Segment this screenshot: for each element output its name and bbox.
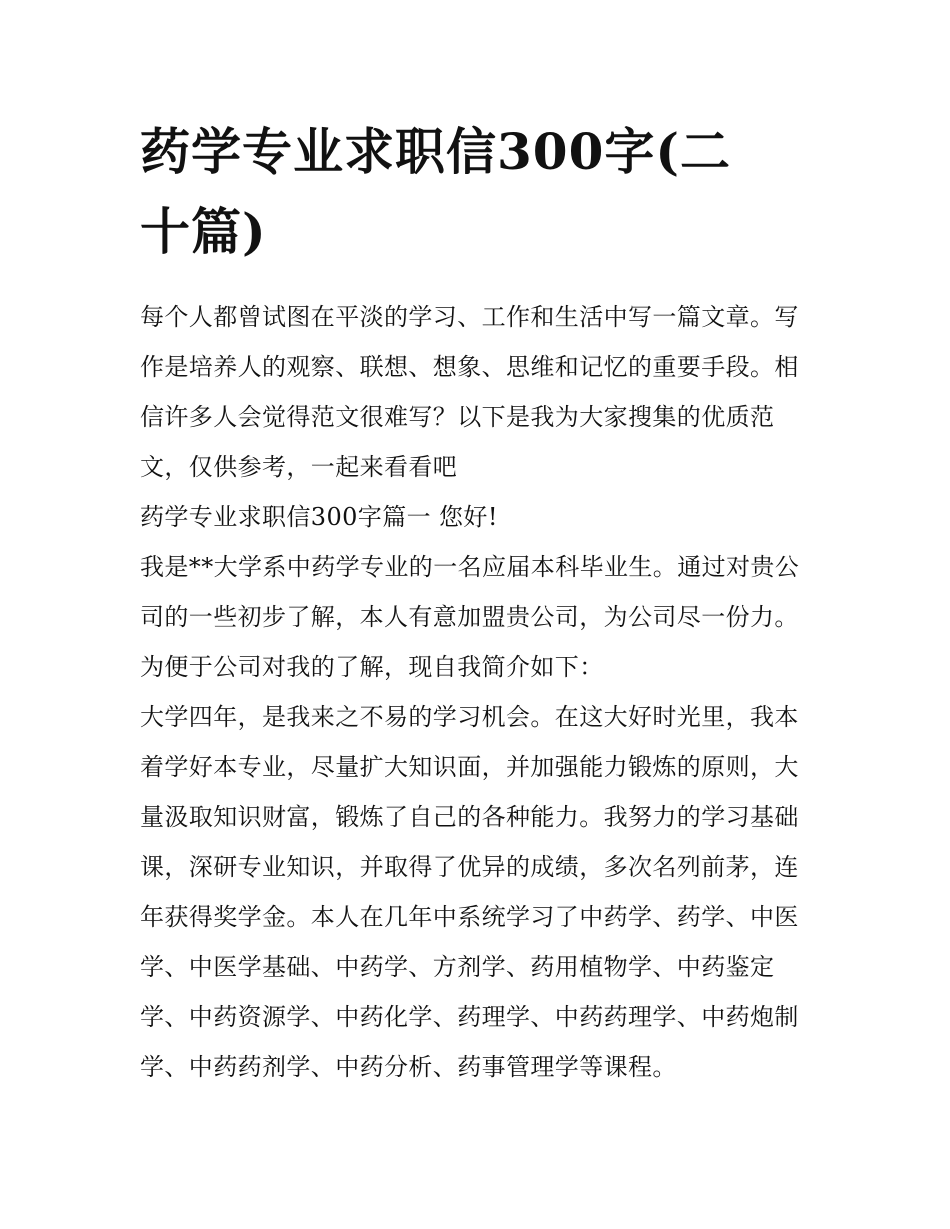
section-heading-paragraph: 药学专业求职信300字篇一 您好!: [140, 503, 498, 531]
document-body: [140, 292, 810, 1092]
education-paragraph: 大学四年，是我来之不易的学习机会。在这大好时光里，我本着学好本专业，尽量扩大知识面，并加强能力锻炼的原则，大量汲取知识财富，锻炼了自己的各种能力。我努力的学习基础课，深研专业知识，并取得了优异的成绩，多次名列前茅，连年获得奖学金。本人在几年中系统学习了中药学、药学、中医学、中医学基础、中药学、方剂学、药用植物学、中药鉴定学、中药资源学、中药化学、药理学、中药药理学、中药炮制学、中药药剂学、中药分析、药事管理学等课程。: [140, 703, 799, 1081]
document-title: 药学专业求职信300字(二十篇): [140, 122, 732, 261]
intro-paragraph: 每个人都曾试图在平淡的学习、工作和生活中写一篇文章。写作是培养人的观察、联想、想象、思维和记忆的重要手段。相信许多人会觉得范文很难写？以下是我为大家搜集的优质范文，仅供参考，一起来看看吧: [140, 303, 799, 481]
self-introduction-paragraph: 我是**大学系中药学专业的一名应届本科毕业生。通过对贵公司的一些初步了解，本人有意加盟贵公司，为公司尽一份力。为便于公司对我的了解，现自我简介如下：: [140, 553, 800, 681]
